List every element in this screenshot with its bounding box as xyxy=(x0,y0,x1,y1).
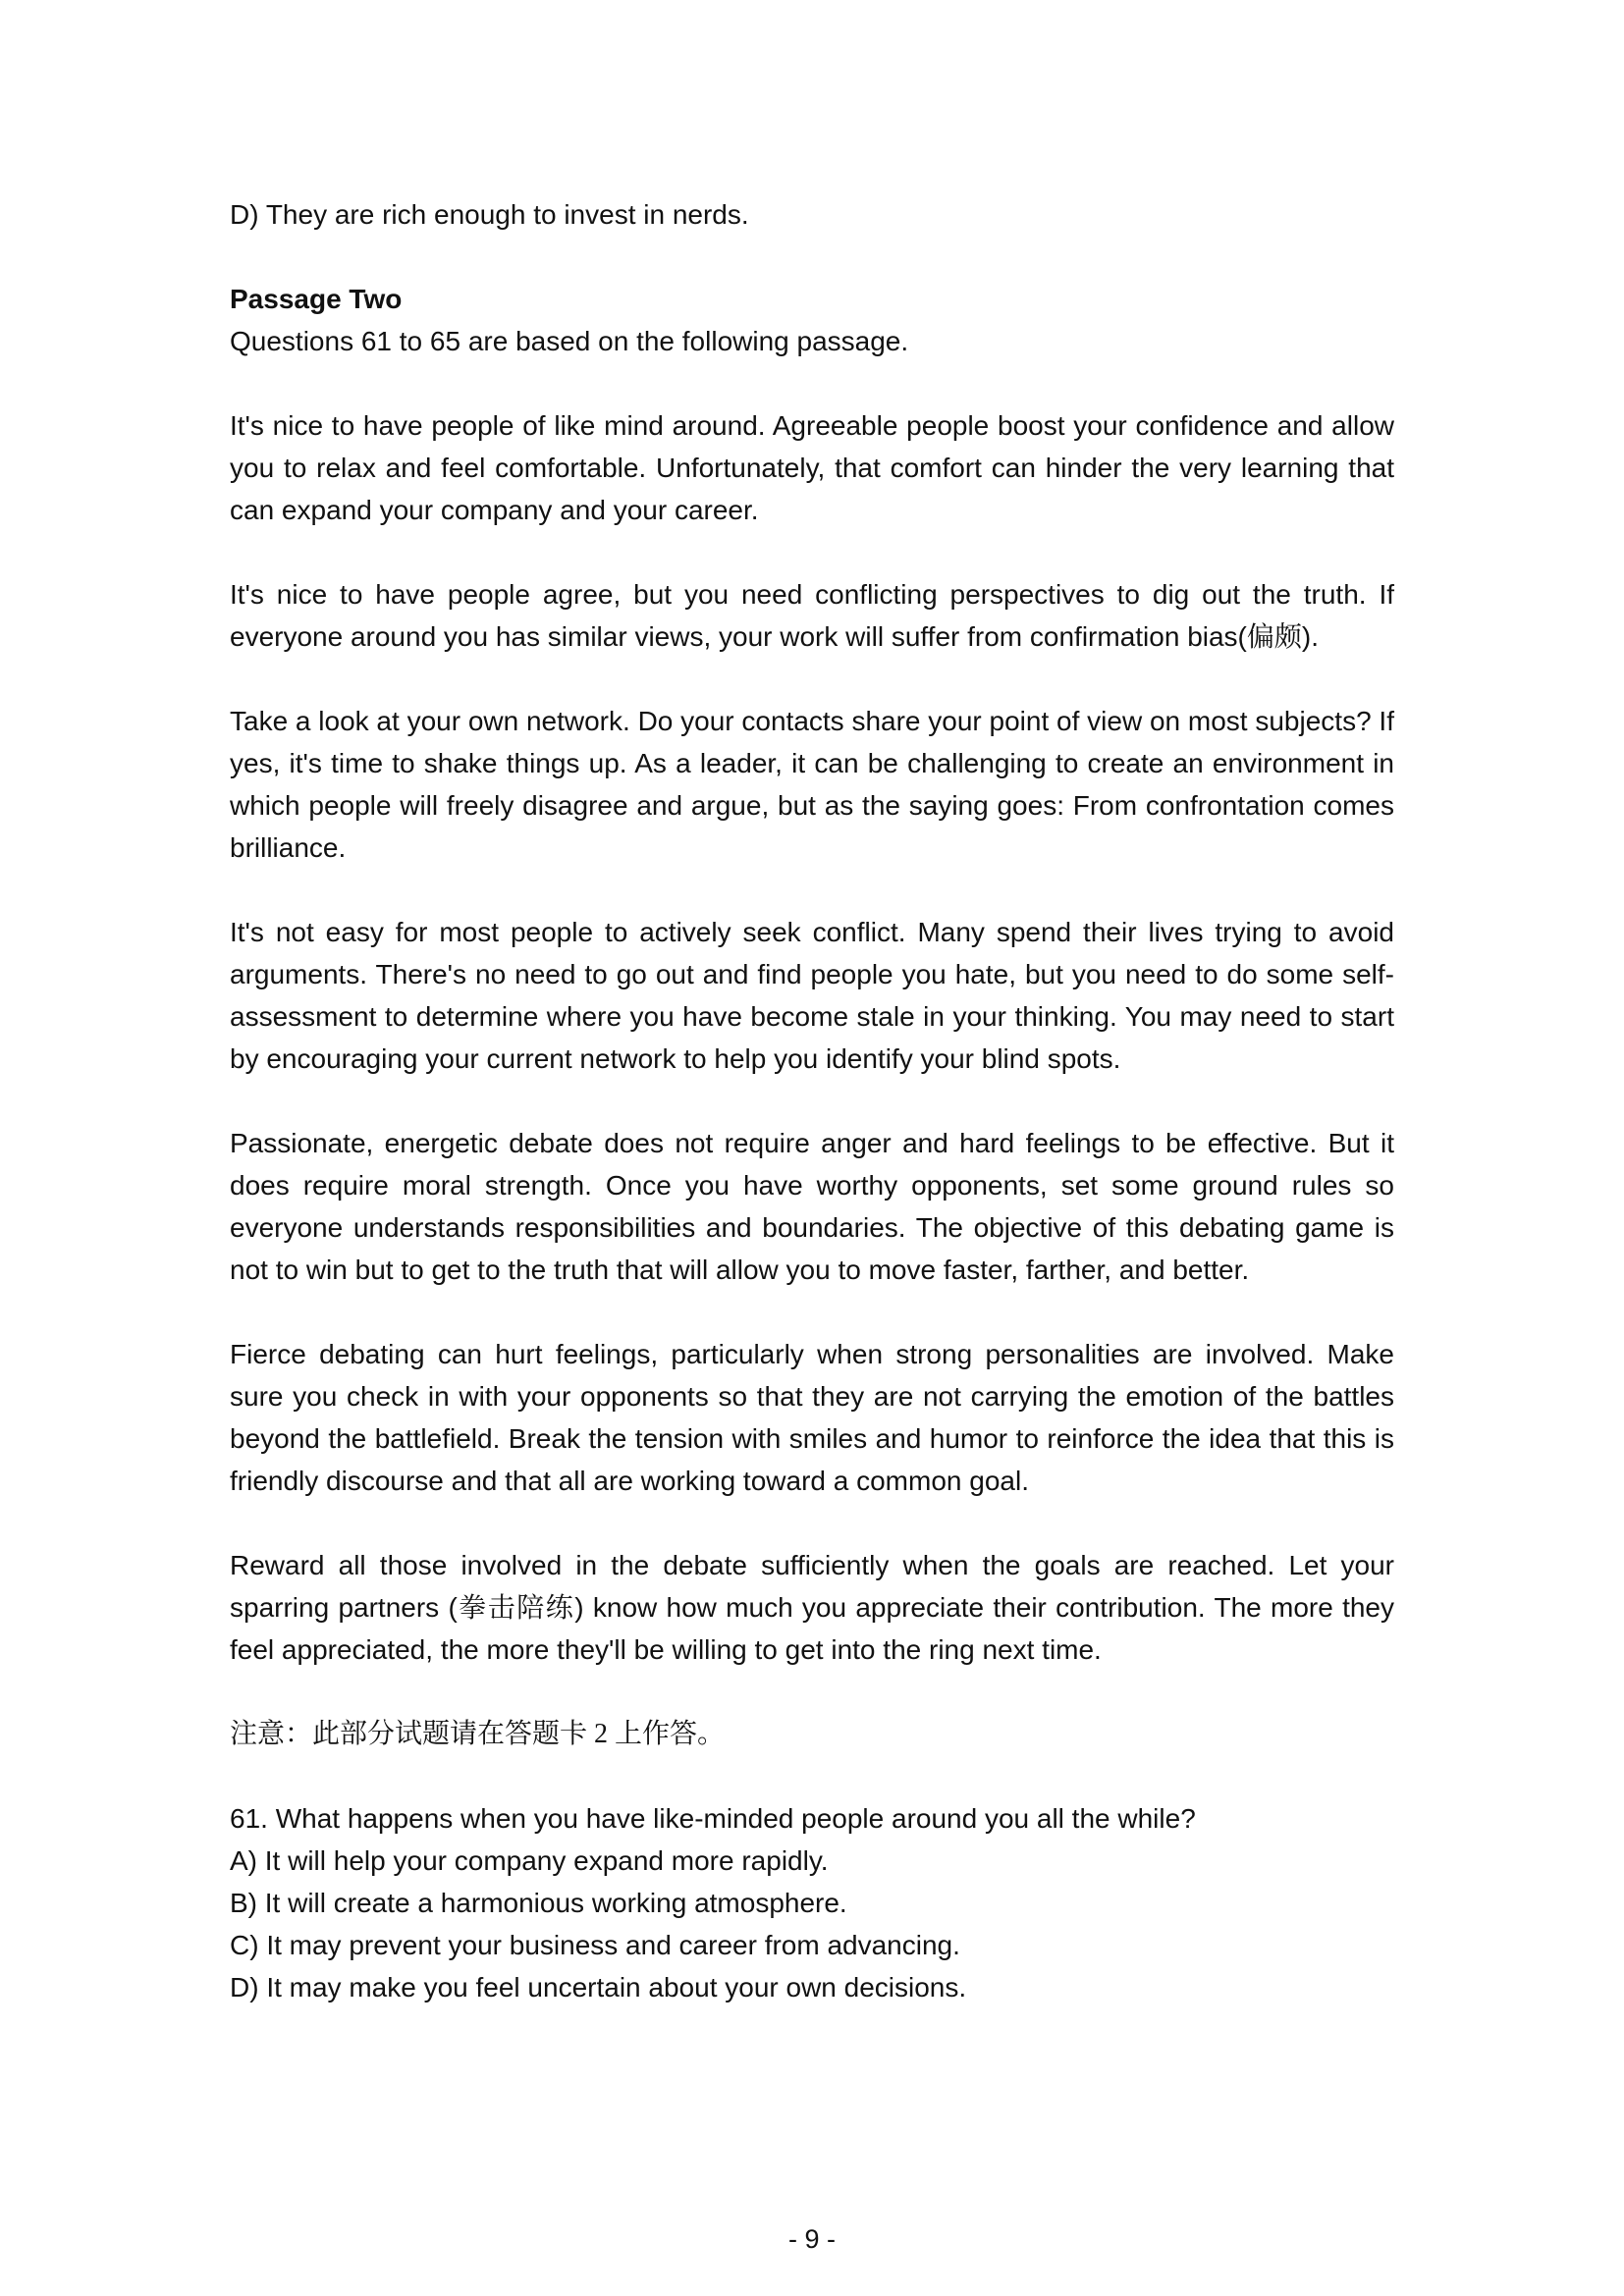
passage-two-header xyxy=(230,278,1394,362)
passage-intro: Questions 61 to 65 are based on the following passage. xyxy=(230,326,909,356)
previous-question-option-d: D) They are rich enough to invest in nerds. xyxy=(230,199,749,230)
question-61-option-d: D) It may make you feel uncertain about your own decisions. xyxy=(230,1972,967,2002)
question-61-option-a: A) It will help your company expand more rapidly. xyxy=(230,1845,829,1876)
passage-paragraph-7: Reward all those involved in the debate sufficiently when the goals are reached. Let your sparring partners (拳击陪练) know how much you appreciate their contribution. The more they feel appreciated, the more they'll be willing to get into the ring next time. xyxy=(230,1550,1394,1665)
page-number: - 9 - xyxy=(787,2224,836,2254)
passage-heading: Passage Two xyxy=(230,284,403,314)
question-61-option-c: C) It may prevent your business and career from advancing. xyxy=(230,1930,960,1960)
passage-paragraph-2: It's nice to have people agree, but you need conflicting perspectives to dig out the truth. If everyone around you has similar views, your work will suffer from confirmation bias(偏颇). xyxy=(230,579,1394,652)
question-61 xyxy=(230,1797,1394,2008)
passage-paragraph-3: Take a look at your own network. Do your contacts share your point of view on most subjects? If yes, it's time to shake things up. As a leader, it can be challenging to create an environment in which people will freely disagree and argue, but as the saying goes: From confrontation comes brilliance. xyxy=(230,706,1394,863)
question-61-option-b: B) It will create a harmonious working atmosphere. xyxy=(230,1888,847,1918)
question-61-stem: 61. What happens when you have like-minded people around you all the while? xyxy=(230,1803,1196,1834)
passage-paragraph-1: It's nice to have people of like mind around. Agreeable people boost your confidence and allow you to relax and feel comfortable. Unfortunately, that comfort can hinder the very learning that can expand your company and your career. xyxy=(230,410,1394,525)
passage-paragraph-4: It's not easy for most people to actively seek conflict. Many spend their lives trying to avoid arguments. There's no need to go out and find people you hate, but you need to do some self-assessment to determine where you have become stale in your thinking. You may need to start by encouraging your current network to help you identify your blind spots. xyxy=(230,917,1394,1074)
answer-sheet-note: 注意：此部分试题请在答题卡 2 上作答。 xyxy=(230,1719,726,1749)
passage-paragraph-6: Fierce debating can hurt feelings, particularly when strong personalities are involved. Make sure you check in with your opponents so that they are not carrying the emotion of the battles beyond the battlefield. Break the tension with smiles and humor to reinforce the idea that this is friendly discourse and that all are working toward a common goal. xyxy=(230,1339,1394,1496)
passage-paragraph-5: Passionate, energetic debate does not require anger and hard feelings to be effective. But it does require moral strength. Once you have worthy opponents, set some ground rules so everyone understands responsibilities and boundaries. The objective of this debating game is not to win but to get to the truth that will allow you to move faster, farther, and better. xyxy=(230,1128,1394,1285)
